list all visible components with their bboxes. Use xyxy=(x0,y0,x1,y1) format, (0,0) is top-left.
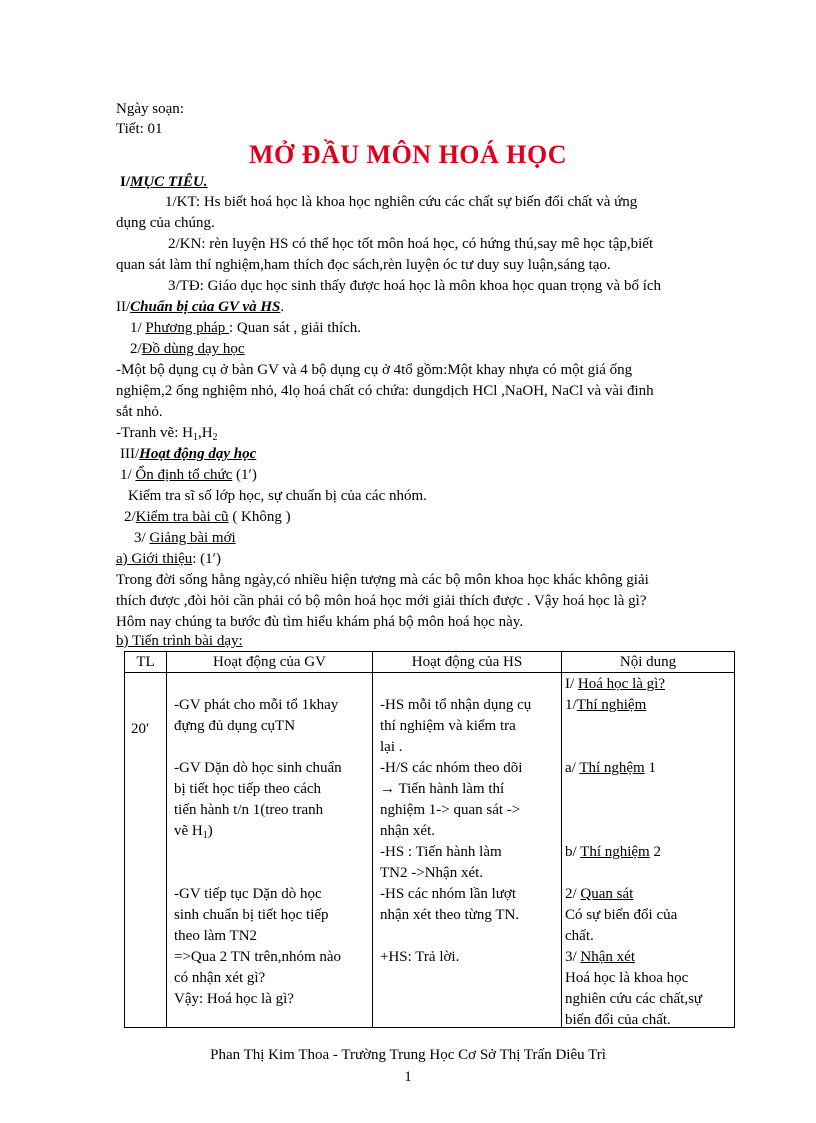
gv-line: vẽ $H_1$) xyxy=(174,823,213,841)
gioi-thieu-line1: Trong đời sống hằng ngày,có nhiều hiện tượng mà các bộ môn khoa học khác không giải xyxy=(116,572,649,588)
cell-hs xyxy=(373,673,562,1028)
tien-trinh-heading: b) Tiến trình bài dạy: xyxy=(116,633,243,649)
gv-line: -GV phát cho mỗi tổ 1khay xyxy=(174,697,339,713)
nd-heading-hoa-hoc-la-gi: I/ Hoá học là gì? xyxy=(565,676,665,692)
gv-line: có nhận xét gì? xyxy=(174,970,266,986)
nd-nhan-xet-line: Hoá học là khoa học xyxy=(565,970,689,986)
muc-tieu-td-line1: 3/TĐ: Giáo dục học sinh thấy được hoá học là môn khoa học quan trọng và bổ ích xyxy=(168,278,662,294)
nd-nhan-xet-line: nghiên cứu các chất,sự xyxy=(565,991,703,1007)
muc-tieu-kt-line2: dụng của chúng. xyxy=(116,215,215,231)
nd-thi-nghiem-1: a/ Thí nghệm 1 xyxy=(565,760,656,776)
gioi-thieu-line2: thích được ,đòi hỏi cần phải có bộ môn hoá học mới giải thích được . Vậy hoá học là gì? xyxy=(116,593,647,609)
arrow-right-icon: → xyxy=(380,781,395,797)
on-dinh-to-chuc-text: Kiểm tra sĩ số lớp học, sự chuẩn bị của các nhóm. xyxy=(128,488,427,504)
do-dung-line3: sắt nhỏ. xyxy=(116,404,163,420)
table-header-row xyxy=(125,652,735,673)
do-dung-heading: 2/Đồ dùng dạy học xyxy=(130,341,245,357)
cell-noi-dung xyxy=(562,673,735,1028)
gv-line: =>Qua 2 TN trên,nhóm nào xyxy=(174,949,342,965)
gv-line: -GV Dặn dò học sinh chuẩn xyxy=(174,760,342,776)
hs-line: -HS các nhóm lần lượt xyxy=(380,886,517,902)
do-dung-line1: -Một bộ dụng cụ ở bàn GV và 4 bộ dụng cụ ở 4tổ gồm:Một khay nhựa có một giá ống xyxy=(116,362,633,378)
ngay-soan: Ngày soạn: xyxy=(116,101,184,117)
header-noi-dung: Nội dung xyxy=(562,652,735,673)
nd-thi-nghiem: 1/Thí nghiệm xyxy=(565,697,647,713)
phuong-phap-line: 1/ Phương pháp : Quan sát , giải thích. xyxy=(130,320,362,336)
nd-quan-sat-line: Có sự biến đổi của xyxy=(565,907,678,923)
table-row xyxy=(125,673,735,1028)
kiem-tra-bai-cu-line: 2/Kiểm tra bài cũ ( Không ) xyxy=(124,509,291,525)
hs-line: +HS: Trả lời. xyxy=(380,949,460,965)
giang-bai-moi-heading: 3/ Giảng bài mới xyxy=(134,530,236,546)
hs-line: -H/S các nhóm theo dõi xyxy=(380,760,523,776)
cell-gv xyxy=(167,673,373,1028)
hs-line: lại . xyxy=(380,739,403,755)
muc-tieu-kn-line1: 2/KN: rèn luyện HS có thể học tốt môn hoá học, có hứng thú,say mê học tập,biết xyxy=(168,236,654,252)
gv-line: -GV tiếp tục Dặn dò học xyxy=(174,886,322,902)
gv-line: tiến hành t/n 1(treo tranh xyxy=(174,802,324,818)
gioi-thieu-heading: a) Giới thiệu: (1′) xyxy=(116,551,221,567)
section-chuan-bi-heading: II/Chuẩn bị của GV và HS. xyxy=(116,299,285,315)
time-value: 20′ xyxy=(131,721,150,737)
muc-tieu-kn-line2: quan sát làm thí nghiệm,ham thích đọc sách,rèn luyện óc tư duy suy luận,sáng tạo. xyxy=(116,257,611,273)
tiet: Tiết: 01 xyxy=(116,121,163,137)
gioi-thieu-line3: Hôm nay chúng ta bước đù tìm hiểu khám phá bộ môn hoá học này. xyxy=(116,614,524,630)
gv-line: bị tiết học tiếp theo cách xyxy=(174,781,322,797)
tranh-ve-line: -Tranh vẽ: $H_1,H_2$ xyxy=(116,425,218,443)
hs-line: -HS mỗi tổ nhận dụng cụ xyxy=(380,697,532,713)
hs-line: thí nghiệm và kiểm tra xyxy=(380,718,516,734)
nd-quan-sat: 2/ Quan sát xyxy=(565,886,634,902)
muc-tieu-kt-line1: 1/KT: Hs biết hoá học là khoa học nghiên cứu các chất sự biến đổi chất và ứng xyxy=(165,194,638,210)
nd-quan-sat-line: chất. xyxy=(565,928,594,944)
gv-line: Vậy: Hoá học là gì? xyxy=(174,991,294,1007)
do-dung-line2: nghiệm,2 ống nghiệm nhỏ, 4lọ hoá chất có chứa: dungdịch HCl ,NaOH, NaCl và vài đinh xyxy=(116,383,654,399)
nd-thi-nghiem-2: b/ Thí nghiệm 2 xyxy=(565,844,661,860)
hs-line: TN2 ->Nhận xét. xyxy=(380,865,484,881)
hs-line: -HS : Tiến hành làm xyxy=(380,844,502,860)
gv-line: sinh chuẩn bị tiết học tiếp xyxy=(174,907,329,923)
hs-line: → Tiến hành làm thí xyxy=(380,781,505,797)
lesson-plan-table xyxy=(124,651,735,1028)
header-gv: Hoạt động của GV xyxy=(167,652,373,673)
header-tl: TL xyxy=(125,652,167,673)
cell-tl xyxy=(125,673,167,1028)
section-hoat-dong-heading: III/Hoạt động dạy học xyxy=(120,446,257,462)
section-muc-tieu-heading: I/MỤC TIÊU. xyxy=(120,174,208,190)
hs-line: nghiệm 1-> quan sát -> xyxy=(380,802,521,818)
on-dinh-to-chuc-heading: 1/ Ổn định tổ chức (1′) xyxy=(120,467,257,483)
hs-line: nhận xét. xyxy=(380,823,435,839)
gv-line: theo làm TN2 xyxy=(174,928,258,944)
nd-nhan-xet-line: biến đổi của chất. xyxy=(565,1012,671,1028)
header-hs: Hoạt động của HS xyxy=(373,652,562,673)
footer-author: Phan Thị Kim Thoa - Trường Trung Học Cơ Sở Thị Trấn Diêu Trì xyxy=(210,1047,606,1063)
page-title: MỞ ĐẦU MÔN HOÁ HỌC xyxy=(248,140,568,169)
page-number: 1 xyxy=(404,1069,412,1085)
hs-line: nhận xét theo từng TN. xyxy=(380,907,520,923)
nd-nhan-xet: 3/ Nhận xét xyxy=(565,949,635,965)
gv-line: đựng đủ dụng cụTN xyxy=(174,718,296,734)
